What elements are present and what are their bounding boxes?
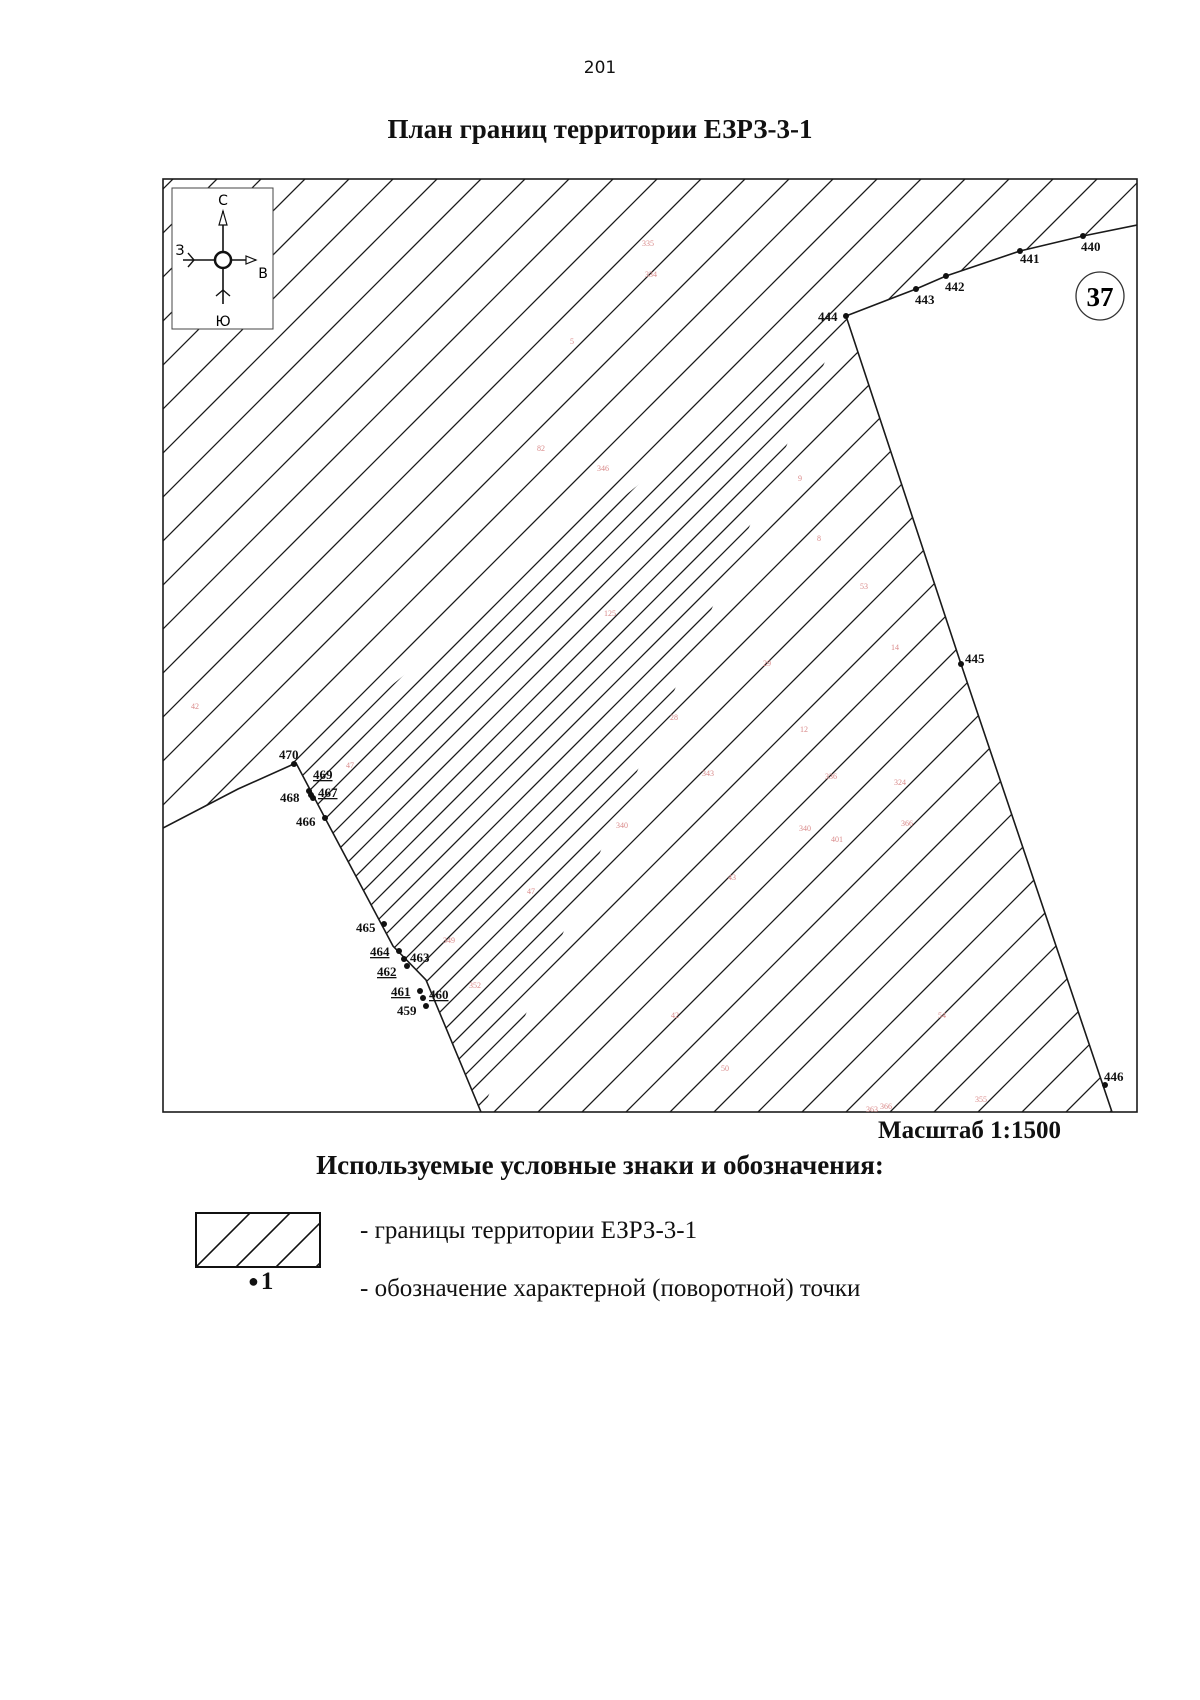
compass-west-label: З xyxy=(175,243,185,259)
hatch-line xyxy=(0,0,198,1120)
point-label-459: 459 xyxy=(397,1003,417,1018)
page-number: 201 xyxy=(583,58,617,78)
point-label-469: 469 xyxy=(313,767,333,782)
hatch-line xyxy=(142,0,1200,1120)
point-461-marker xyxy=(417,988,423,994)
map-scale: Масштаб 1:1500 xyxy=(878,1117,1061,1144)
hatch-line xyxy=(0,0,220,1120)
faint-label: 349 xyxy=(443,936,455,945)
hatch-line xyxy=(758,0,1200,1120)
legend-point-number: 1 xyxy=(260,1268,274,1295)
faint-label: 346 xyxy=(597,464,609,473)
hatch-line xyxy=(1000,0,1200,1120)
point-label-441: 441 xyxy=(1020,251,1040,266)
point-445-marker xyxy=(958,661,964,667)
hatch-line xyxy=(1176,0,1200,1120)
faint-label: 14 xyxy=(891,643,899,652)
hatch-line xyxy=(626,0,1200,1120)
hatch-line xyxy=(0,0,880,1120)
hatch-line xyxy=(538,0,1200,1120)
compass-north-label: С xyxy=(218,193,228,209)
hatch-line xyxy=(1132,0,1200,1120)
hatch-line xyxy=(0,0,462,1120)
hatch-line xyxy=(472,0,1200,1120)
point-label-467: 467 xyxy=(318,785,338,800)
faint-label: 53 xyxy=(860,582,868,591)
hatch-line xyxy=(560,0,1200,1120)
point-label-470: 470 xyxy=(279,747,299,762)
point-label-446: 446 xyxy=(1104,1069,1124,1084)
point-463-marker xyxy=(401,956,407,962)
hatch-line xyxy=(0,0,88,1120)
hatch-line xyxy=(890,0,1200,1120)
faint-label: 401 xyxy=(831,835,843,844)
point-label-445: 445 xyxy=(965,651,985,666)
faint-label: 42 xyxy=(191,702,199,711)
hatch-line xyxy=(934,0,1200,1120)
hatch-line xyxy=(32,0,1200,1120)
point-label-442: 442 xyxy=(945,279,965,294)
hatch-line xyxy=(0,0,264,1120)
hatch-line xyxy=(296,0,1200,1120)
legend-hatch-line xyxy=(225,1212,291,1268)
point-459-marker xyxy=(423,1003,429,1009)
hatch-line xyxy=(0,0,418,1120)
point-464-marker xyxy=(396,948,402,954)
faint-background-labels xyxy=(191,239,987,1114)
hatch-line xyxy=(0,0,704,1120)
hatch-line xyxy=(670,0,1200,1120)
faint-label: 343 xyxy=(702,769,714,778)
boundary-line-east xyxy=(846,316,1112,1112)
point-460-marker xyxy=(420,995,426,1001)
point-label-444: 444 xyxy=(818,309,838,324)
faint-label: 125 xyxy=(604,609,616,618)
hatch-line xyxy=(340,0,1200,1120)
compass-rose xyxy=(172,188,273,330)
point-label-466: 466 xyxy=(296,814,316,829)
faint-label: 29 xyxy=(763,659,771,668)
hatch-line xyxy=(692,0,1200,1120)
faint-label: 366 xyxy=(880,1102,892,1111)
faint-label: 355 xyxy=(975,1095,987,1104)
hatch-line xyxy=(0,0,242,1120)
hatch-line xyxy=(0,0,132,1120)
hatch-line xyxy=(0,0,286,1120)
hatch-line xyxy=(0,0,726,1120)
hatch-line xyxy=(516,0,1200,1120)
faint-label: 28 xyxy=(670,713,678,722)
hatch-line xyxy=(0,0,176,1120)
point-label-443: 443 xyxy=(915,292,935,307)
hatch-line xyxy=(0,0,374,1120)
page-title: План границ территории ЕЗРЗ-3-1 xyxy=(387,114,813,144)
hatch-line xyxy=(0,0,110,1120)
legend-point-symbol xyxy=(248,1268,273,1296)
hatch-line xyxy=(98,0,1200,1120)
point-label-462: 462 xyxy=(377,964,397,979)
hatch-line xyxy=(0,0,308,1120)
hatch-line xyxy=(120,0,1200,1120)
sheet-number-badge xyxy=(1076,272,1124,320)
faint-label: 340 xyxy=(616,821,628,830)
hatch-line xyxy=(0,0,792,1120)
faint-label: 43 xyxy=(728,873,736,882)
faint-label: 54 xyxy=(938,1011,946,1020)
compass-east-label: В xyxy=(258,266,268,282)
hatch-line xyxy=(0,0,594,1120)
hatch-line xyxy=(736,0,1200,1120)
hatch-line xyxy=(0,0,506,1120)
hatch-line xyxy=(0,0,528,1120)
hatch-line xyxy=(1044,0,1200,1120)
map-frame xyxy=(163,179,1137,1112)
point-444-marker xyxy=(843,313,849,319)
point-469-marker xyxy=(306,788,312,794)
legend-hatch-line xyxy=(265,1212,321,1268)
hatch-line xyxy=(494,0,1200,1120)
hatch-line xyxy=(648,0,1200,1120)
faint-label: 324 xyxy=(894,778,906,787)
faint-label: 9 xyxy=(798,474,802,483)
hatch-line xyxy=(846,0,1200,1120)
faint-label: 47 xyxy=(527,887,535,896)
faint-label: 50 xyxy=(721,1064,729,1073)
faint-label: 335 xyxy=(642,239,654,248)
faint-label: 366 xyxy=(901,819,913,828)
point-label-461: 461 xyxy=(391,984,411,999)
hatch-line xyxy=(978,0,1200,1120)
faint-label: 340 xyxy=(799,824,811,833)
hatch-line xyxy=(0,0,682,1120)
hatch-line xyxy=(0,0,902,1120)
legend-point-text: - обозначение характерной (поворотной) точки xyxy=(360,1275,861,1302)
hatch-line xyxy=(0,0,814,1120)
point-label-460: 460 xyxy=(429,987,449,1002)
faint-label: 5 xyxy=(570,337,574,346)
faint-label: 8 xyxy=(817,534,821,543)
hatch-line xyxy=(582,0,1200,1120)
compass-south-label: Ю xyxy=(215,314,231,330)
point-label-440: 440 xyxy=(1081,239,1101,254)
hatch-line xyxy=(0,0,22,1120)
compass-center-icon xyxy=(215,252,231,268)
faint-label: 12 xyxy=(800,725,808,734)
faint-label: 363 xyxy=(866,1105,878,1114)
hatch-line xyxy=(0,0,66,1120)
hatch-line xyxy=(0,0,550,1120)
hatch-line xyxy=(186,0,1200,1120)
faint-label: 82 xyxy=(537,444,545,453)
hatch-line xyxy=(54,0,1200,1120)
sheet-badge-label: 37 xyxy=(1086,282,1114,312)
legend-swatch-frame xyxy=(196,1213,320,1267)
hatch-line xyxy=(76,0,1200,1120)
point-label-468: 468 xyxy=(280,790,300,805)
hatch-line xyxy=(0,0,44,1120)
legend-hatch-swatch xyxy=(195,1212,321,1268)
hatch-line xyxy=(0,0,660,1120)
point-466-marker xyxy=(322,815,328,821)
point-label-463: 463 xyxy=(410,950,430,965)
faint-label: 352 xyxy=(469,981,481,990)
point-label-465: 465 xyxy=(356,920,376,935)
hatch-line xyxy=(1066,0,1200,1120)
hatch-line xyxy=(0,0,154,1120)
hatch-line xyxy=(0,0,616,1120)
hatch-line xyxy=(802,0,1200,1120)
hatch-line xyxy=(0,0,572,1120)
hatch-line xyxy=(0,0,352,1120)
hatch-line xyxy=(384,0,1200,1120)
faint-label: 42 xyxy=(671,1011,679,1020)
legend-boundary-text: - границы территории ЕЗРЗ-3-1 xyxy=(360,1217,698,1244)
faint-label: 336 xyxy=(825,772,837,781)
hatch-line xyxy=(1154,0,1200,1120)
legend-title: Используемые условные знаки и обозначения: xyxy=(316,1150,884,1180)
legend-point-dot-icon: ● xyxy=(248,1271,259,1291)
hatch-line xyxy=(0,0,396,1120)
hatch-line xyxy=(824,0,1200,1120)
hatch-line xyxy=(406,0,1200,1120)
hatch-line xyxy=(362,0,1200,1120)
boundary-line-west xyxy=(163,763,481,1112)
faint-label: 334 xyxy=(645,270,657,279)
hatch-line xyxy=(912,0,1200,1120)
hatch-line xyxy=(1022,0,1200,1120)
hatch-line xyxy=(208,0,1200,1120)
hatch-line xyxy=(956,0,1200,1120)
hatch-line xyxy=(0,0,638,1120)
hatch-line xyxy=(318,0,1200,1120)
hatch-line xyxy=(1110,0,1200,1120)
legend-hatch-line xyxy=(305,1212,321,1268)
hatch-line xyxy=(1088,0,1200,1120)
faint-label: 47 xyxy=(346,761,354,770)
point-label-464: 464 xyxy=(370,944,390,959)
point-465-marker xyxy=(381,921,387,927)
hatch-line xyxy=(0,0,330,1120)
